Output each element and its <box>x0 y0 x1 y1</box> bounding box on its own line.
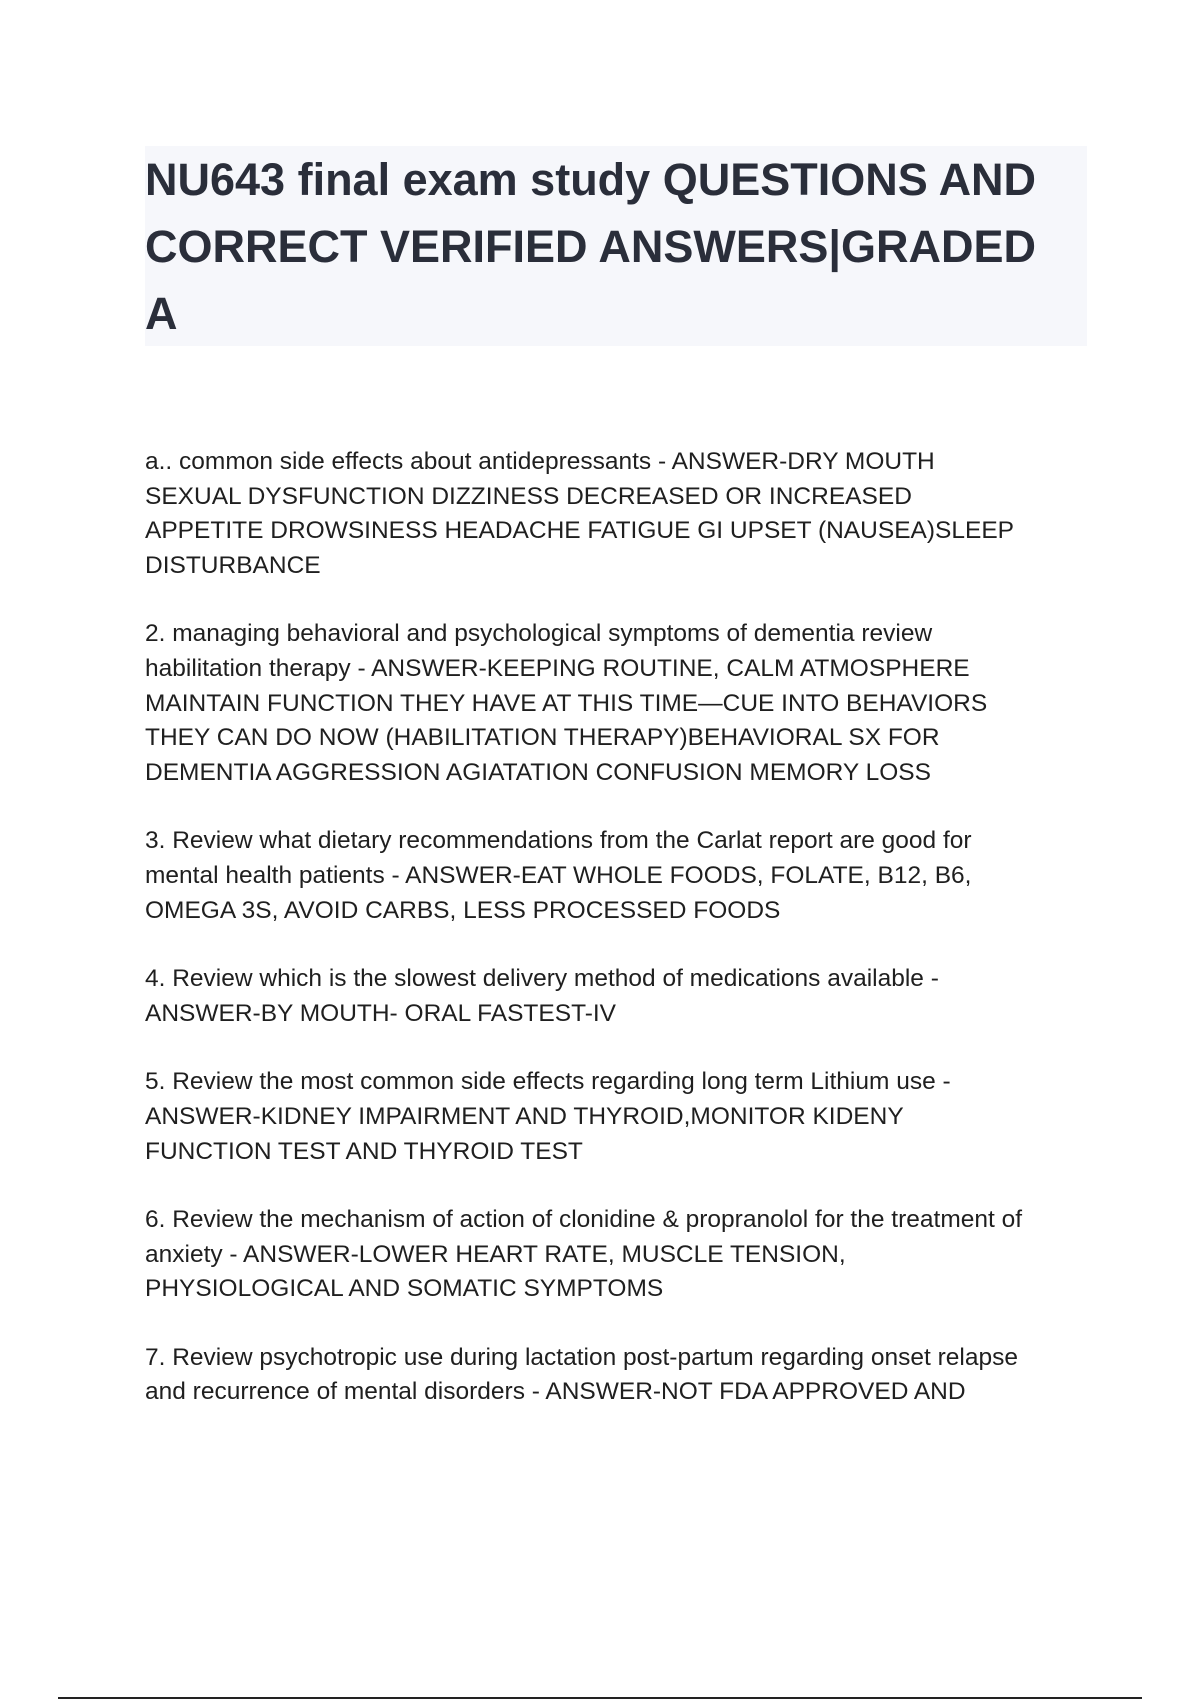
qa-list <box>145 445 1095 1444</box>
qa-line: 5. Review the most common side effects regarding long term Lithium use - <box>145 1068 951 1096</box>
qa-line: 6. Review the mechanism of action of clonidine & propranolol for the treatment of <box>145 1206 1023 1234</box>
qa-item-2 <box>145 617 1095 790</box>
qa-line: 3. Review what dietary recommendations from the Carlat report are good for <box>145 827 972 855</box>
qa-item-4 <box>145 962 1095 1031</box>
qa-line: 7. Review psychotropic use during lactation post-partum regarding onset relapse <box>145 1343 1018 1371</box>
title-block <box>145 146 1087 346</box>
qa-line: APPETITE DROWSINESS HEADACHE FATIGUE GI UPSET (NAUSEA)SLEEP <box>145 517 1015 545</box>
qa-line: habilitation therapy - ANSWER-KEEPING ROUTINE, CALM ATMOSPHERE <box>145 654 970 682</box>
qa-line: DEMENTIA AGGRESSION AGIATATION CONFUSION MEMORY LOSS <box>145 758 931 786</box>
document-title <box>145 146 1087 347</box>
footer-divider <box>58 1697 1142 1699</box>
qa-line: 2. managing behavioral and psychological symptoms of dementia review <box>145 620 933 648</box>
qa-item-6 <box>145 1203 1095 1307</box>
qa-line: DISTURBANCE <box>145 551 321 579</box>
qa-line: anxiety - ANSWER-LOWER HEART RATE, MUSCLE TENSION, <box>145 1240 846 1268</box>
qa-item-5 <box>145 1065 1095 1169</box>
title-line-3: A <box>145 288 178 339</box>
qa-line: 4. Review which is the slowest delivery method of medications available - <box>145 965 939 993</box>
qa-line: a.. common side effects about antidepressants - ANSWER-DRY MOUTH <box>145 448 935 475</box>
qa-line: PHYSIOLOGICAL AND SOMATIC SYMPTOMS <box>145 1275 664 1303</box>
qa-item-1 <box>145 445 1095 583</box>
qa-line: ANSWER-BY MOUTH- ORAL FASTEST-IV <box>145 999 617 1027</box>
qa-line: mental health patients - ANSWER-EAT WHOLE FOODS, FOLATE, B12, B6, <box>145 861 972 889</box>
qa-line: and recurrence of mental disorders - ANSWER-NOT FDA APPROVED AND <box>145 1378 966 1406</box>
title-line-1: NU643 final exam study QUESTIONS AND <box>145 154 1037 205</box>
qa-line: OMEGA 3S, AVOID CARBS, LESS PROCESSED FOODS <box>145 896 781 924</box>
qa-line: MAINTAIN FUNCTION THEY HAVE AT THIS TIME—CUE INTO BEHAVIORS <box>145 689 988 717</box>
qa-item-7 <box>145 1341 1095 1410</box>
qa-line: SEXUAL DYSFUNCTION DIZZINESS DECREASED OR INCREASED <box>145 482 912 510</box>
qa-line: THEY CAN DO NOW (HABILITATION THERAPY)BEHAVIORAL SX FOR <box>145 724 940 752</box>
qa-line: ANSWER-KIDNEY IMPAIRMENT AND THYROID,MONITOR KIDENY <box>145 1102 904 1130</box>
title-line-2: CORRECT VERIFIED ANSWERS|GRADED <box>145 221 1036 272</box>
qa-item-3 <box>145 824 1095 928</box>
qa-line: FUNCTION TEST AND THYROID TEST <box>145 1137 583 1165</box>
